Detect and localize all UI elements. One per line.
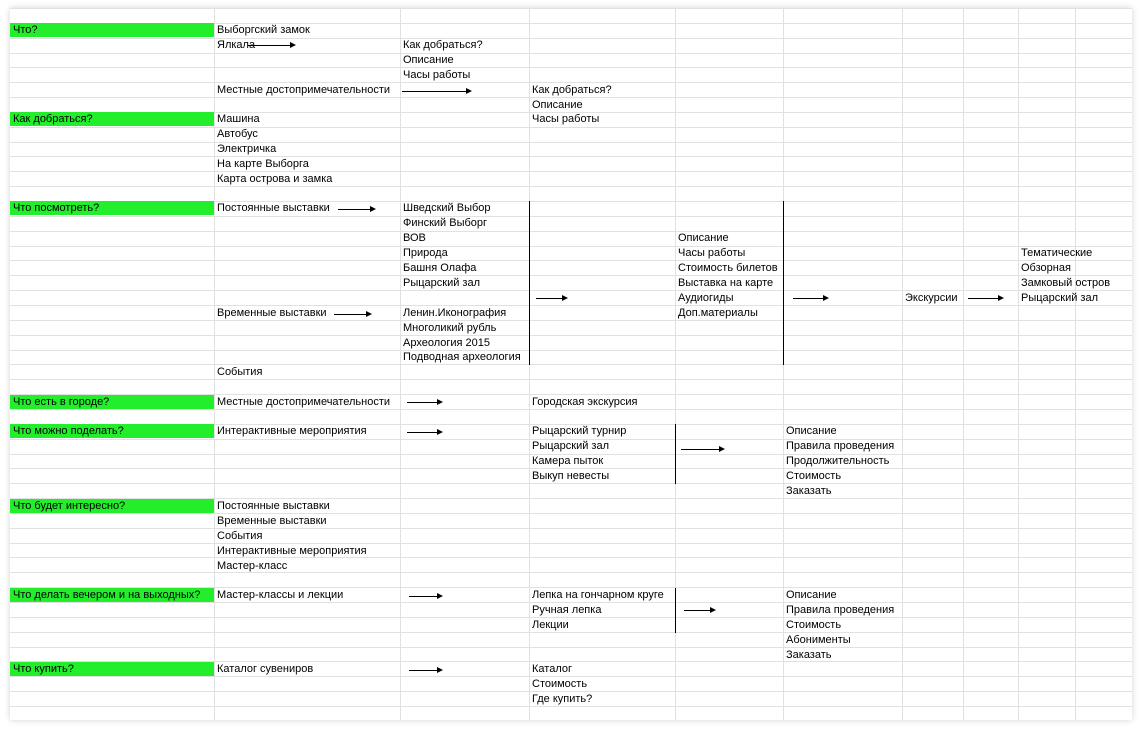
cell-interest-permanent[interactable]: Постоянные выставки	[217, 500, 330, 512]
category-what-to-do[interactable]: Что можно поделать?	[10, 424, 214, 438]
cell-thematic[interactable]: Тематические	[1021, 247, 1093, 259]
cell-souvenir-catalog[interactable]: Каталог сувениров	[217, 663, 314, 675]
arrow-icon	[684, 610, 714, 611]
cell-local-how[interactable]: Как добраться?	[532, 84, 612, 96]
arrow-icon	[409, 596, 441, 597]
arrow-icon	[402, 91, 470, 92]
cell-by-train[interactable]: Электричка	[217, 143, 277, 155]
cell-activity-desc[interactable]: Описание	[786, 425, 837, 437]
arrow-icon	[968, 298, 1002, 299]
cell-temporary-exhibitions[interactable]: Временные выставки	[217, 307, 327, 319]
arrow-icon	[334, 314, 370, 315]
column-gridline	[963, 8, 964, 720]
cell-archaeology-2015[interactable]: Археология 2015	[403, 337, 491, 349]
category-in-city[interactable]: Что есть в городе?	[10, 395, 214, 409]
arrow-icon	[681, 449, 723, 450]
cell-interest-masterclass[interactable]: Мастер-класс	[217, 560, 288, 572]
column-gridline	[902, 8, 903, 720]
cell-knight-hall-event[interactable]: Рыцарский зал	[532, 440, 610, 452]
cell-permanent-exhibitions[interactable]: Постоянные выставки	[217, 202, 330, 214]
cell-torture-chamber[interactable]: Камера пыток	[532, 455, 604, 467]
cell-activity-rules[interactable]: Правила проведения	[786, 440, 895, 452]
cell-interest-events[interactable]: События	[217, 530, 263, 542]
cell-exhibit-map[interactable]: Выставка на карте	[678, 277, 774, 289]
cell-buy-cost[interactable]: Стоимость	[532, 678, 588, 690]
cell-pottery-wheel[interactable]: Лепка на гончарном круге	[532, 589, 664, 601]
cell-local-sights[interactable]: Местные достопримечательности	[217, 84, 390, 96]
cell-interest-temporary[interactable]: Временные выставки	[217, 515, 327, 527]
cell-by-car[interactable]: Машина	[217, 113, 260, 125]
category-how-to-get[interactable]: Как добраться?	[10, 112, 214, 126]
cell-city-local-sights[interactable]: Местные достопримечательности	[217, 396, 390, 408]
category-evening-weekend[interactable]: Что делать вечером и на выходных?	[10, 588, 214, 602]
cell-island-map[interactable]: Карта острова и замка	[217, 173, 333, 185]
cell-exhibit-audio[interactable]: Аудиогиды	[678, 292, 734, 304]
cell-interactive-events[interactable]: Интерактивные мероприятия	[217, 425, 367, 437]
arrow-icon	[407, 402, 441, 403]
cell-evening-subscriptions[interactable]: Абонименты	[786, 634, 851, 646]
cell-lectures[interactable]: Лекции	[532, 619, 569, 631]
cell-events[interactable]: События	[217, 366, 263, 378]
column-gridline	[400, 8, 401, 720]
cell-where-to-buy[interactable]: Где купить?	[532, 693, 593, 705]
arrow-icon	[407, 432, 441, 433]
cell-swedish[interactable]: Шведский Выбор	[403, 202, 491, 214]
column-gridline	[1018, 8, 1019, 720]
cell-overview[interactable]: Обзорная	[1021, 262, 1071, 274]
cell-exhibit-desc[interactable]: Описание	[678, 232, 729, 244]
category-what-to-buy[interactable]: Что купить?	[10, 662, 214, 676]
cell-knight-hall[interactable]: Рыцарский зал	[403, 277, 481, 289]
spreadsheet-grid[interactable]	[10, 8, 1132, 720]
cell-evening-order[interactable]: Заказать	[786, 649, 832, 661]
cell-castle-island[interactable]: Замковый остров	[1021, 277, 1111, 289]
cell-knight-hall-tour[interactable]: Рыцарский зал	[1021, 292, 1099, 304]
cell-exhibit-price[interactable]: Стоимость билетов	[678, 262, 778, 274]
cell-yakala[interactable]: Ялкала	[217, 39, 256, 51]
cell-activity-cost[interactable]: Стоимость	[786, 470, 842, 482]
cell-masterclasses-lectures[interactable]: Мастер-классы и лекции	[217, 589, 344, 601]
cell-knight-tournament[interactable]: Рыцарский турнир	[532, 425, 627, 437]
cell-activity-order[interactable]: Заказать	[786, 485, 832, 497]
group-bracket	[529, 201, 530, 365]
category-what[interactable]: Что?	[10, 23, 214, 37]
arrow-icon	[793, 298, 827, 299]
cell-evening-desc[interactable]: Описание	[786, 589, 837, 601]
cell-hand-molding[interactable]: Ручная лепка	[532, 604, 602, 616]
cell-lenin[interactable]: Ленин.Иконография	[403, 307, 507, 319]
cell-yakala-desc[interactable]: Описание	[403, 54, 454, 66]
cell-ruble[interactable]: Многоликий рубль	[403, 322, 497, 334]
cell-wwii[interactable]: ВОВ	[403, 232, 426, 244]
cell-exhibit-extra[interactable]: Доп.материалы	[678, 307, 758, 319]
cell-finnish[interactable]: Финский Выборг	[403, 217, 488, 229]
cell-local-hours[interactable]: Часы работы	[532, 113, 600, 125]
cell-catalog[interactable]: Каталог	[532, 663, 572, 675]
arrow-icon	[248, 45, 294, 46]
group-bracket	[675, 588, 676, 633]
category-interesting[interactable]: Что будет интересно?	[10, 499, 214, 513]
cell-excursions[interactable]: Экскурсии	[905, 292, 958, 304]
cell-olaf-tower[interactable]: Башня Олафа	[403, 262, 477, 274]
arrow-icon	[536, 298, 566, 299]
category-what-to-see[interactable]: Что посмотреть?	[10, 201, 214, 215]
cell-bride-ransom[interactable]: Выкуп невесты	[532, 470, 610, 482]
column-gridline	[1075, 8, 1076, 720]
cell-yakala-hours[interactable]: Часы работы	[403, 69, 471, 81]
cell-evening-cost[interactable]: Стоимость	[786, 619, 842, 631]
cell-activity-duration[interactable]: Продолжительность	[786, 455, 890, 467]
cell-local-desc[interactable]: Описание	[532, 99, 583, 111]
cell-interest-interactive[interactable]: Интерактивные мероприятия	[217, 545, 367, 557]
cell-vyborg-map[interactable]: На карте Выборга	[217, 158, 309, 170]
cell-by-bus[interactable]: Автобус	[217, 128, 258, 140]
cell-evening-rules[interactable]: Правила проведения	[786, 604, 895, 616]
cell-underwater-archaeology[interactable]: Подводная археология	[403, 351, 521, 363]
arrow-icon	[409, 670, 441, 671]
cell-nature[interactable]: Природа	[403, 247, 448, 259]
arrow-icon	[338, 209, 374, 210]
cell-yakala-how[interactable]: Как добраться?	[403, 39, 483, 51]
cell-city-tour[interactable]: Городская экскурсия	[532, 396, 638, 408]
group-bracket	[783, 201, 784, 365]
group-bracket	[675, 424, 676, 484]
cell-vyborg-castle[interactable]: Выборгский замок	[217, 24, 310, 36]
cell-exhibit-hours[interactable]: Часы работы	[678, 247, 746, 259]
